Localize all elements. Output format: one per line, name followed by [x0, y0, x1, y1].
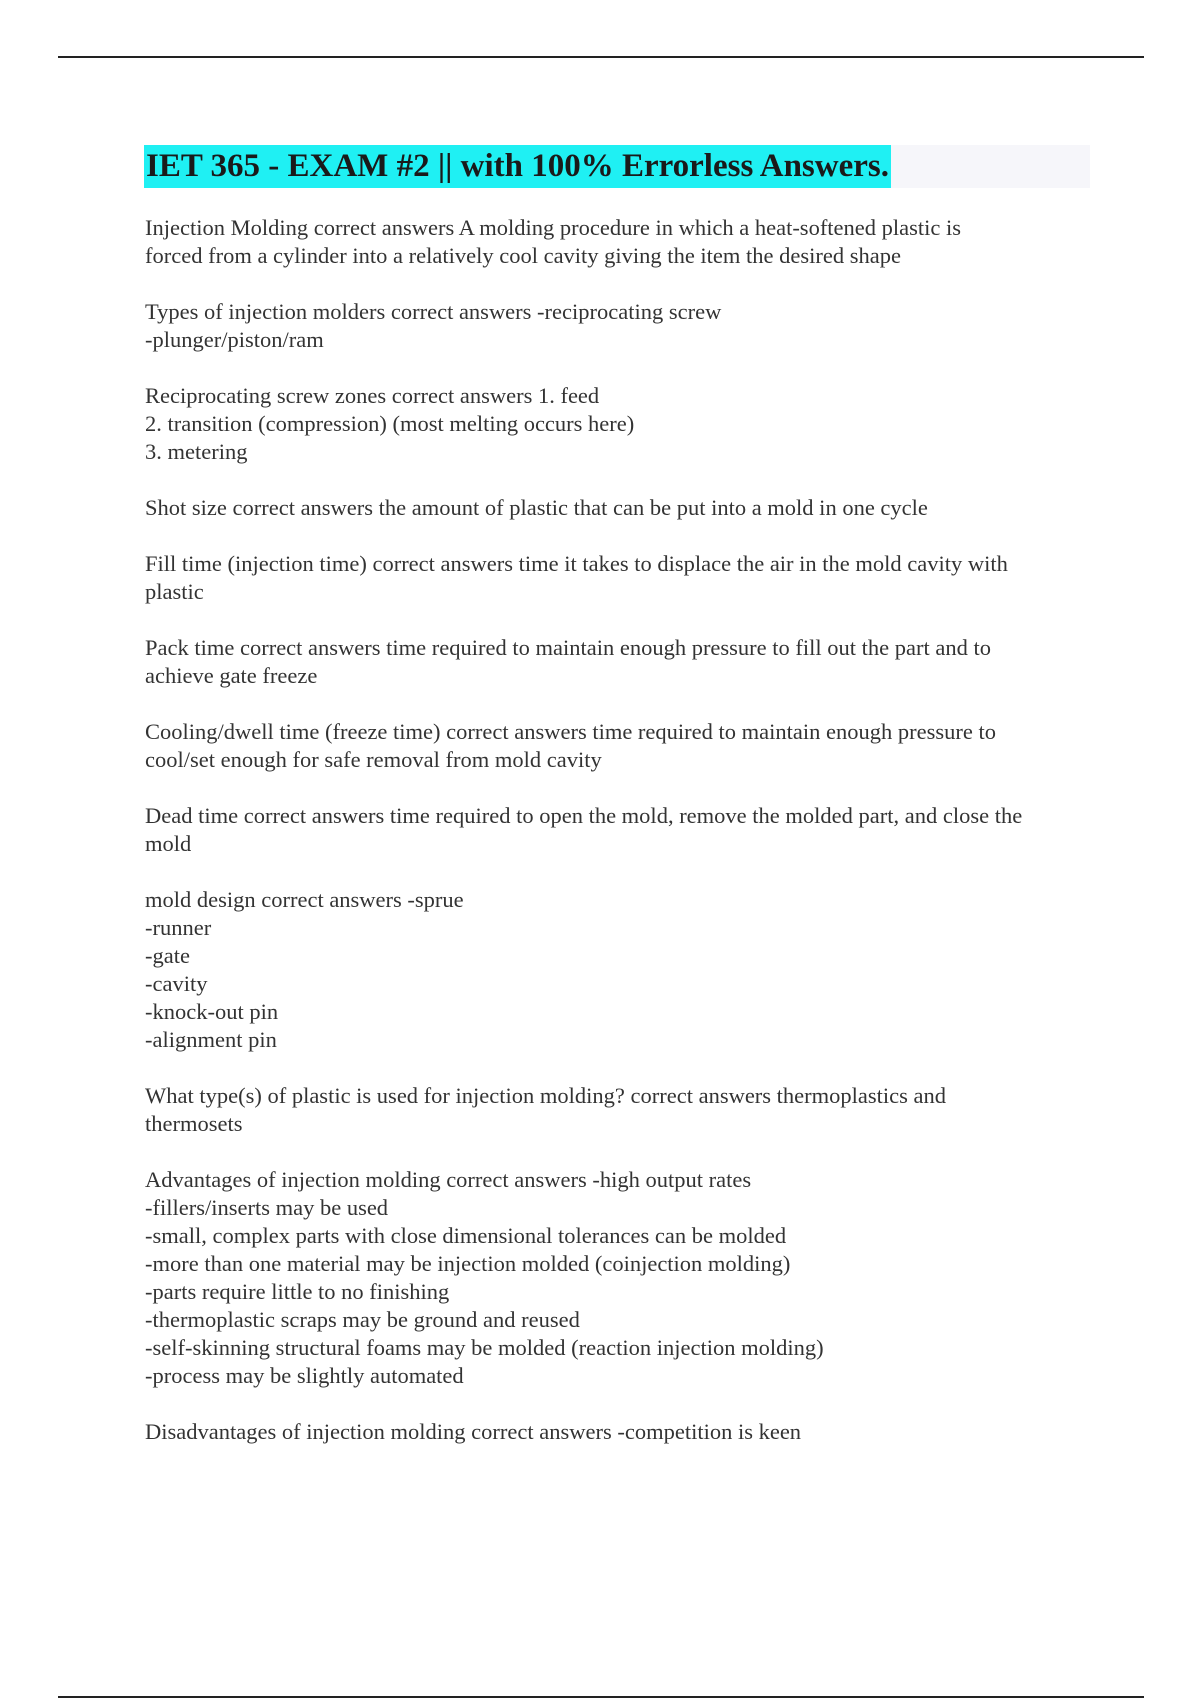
qa-entry-cooling-time: Cooling/dwell time (freeze time) correct answers time required to maintain enough pressure to cool/set enough for safe removal from mold cavity [145, 719, 996, 772]
qa-entry-mold-design: mold design correct answers -sprue -runner -gate -cavity -knock-out pin -alignment pin [145, 887, 464, 1052]
top-rule [58, 56, 1144, 58]
qa-entry-fill-time: Fill time (injection time) correct answers time it takes to displace the air in the mold cavity with plastic [145, 551, 1008, 604]
qa-entry-shot-size: Shot size correct answers the amount of plastic that can be put into a mold in one cycle [145, 495, 928, 520]
qa-entry-screw-zones: Reciprocating screw zones correct answers 1. feed 2. transition (compression) (most melting occurs here) 3. metering [145, 383, 635, 464]
bottom-rule [58, 1696, 1144, 1698]
qa-entry-types-of-molders: Types of injection molders correct answers -reciprocating screw -plunger/piston/ram [145, 299, 722, 352]
document-title: IET 365 - EXAM #2 || with 100% Errorless Answers. [144, 145, 891, 188]
qa-entry-dead-time: Dead time correct answers time required to open the mold, remove the molded part, and close the mold [145, 803, 1023, 856]
qa-entry-pack-time: Pack time correct answers time required to maintain enough pressure to fill out the part and to achieve gate freeze [145, 635, 991, 688]
document-body [145, 214, 1095, 1474]
qa-entry-disadvantages: Disadvantages of injection molding correct answers -competition is keen [145, 1419, 802, 1444]
qa-entry-advantages: Advantages of injection molding correct answers -high output rates -fillers/inserts may be used -small, complex parts with close dimensional tolerances can be molded -more than one material may be injection molded (coinjection molding) -parts require little to no finishing -thermoplastic scraps may be ground and reused -self-skinning structural foams may be molded (reaction injection molding) -process may be slightly automated [145, 1167, 824, 1388]
qa-entry-injection-molding: Injection Molding correct answers A molding procedure in which a heat-softened plastic is forced from a cylinder into a relatively cool cavity giving the item the desired shape [145, 215, 962, 268]
qa-entry-plastic-type: What type(s) of plastic is used for injection molding? correct answers thermoplastics and thermosets [145, 1083, 947, 1136]
